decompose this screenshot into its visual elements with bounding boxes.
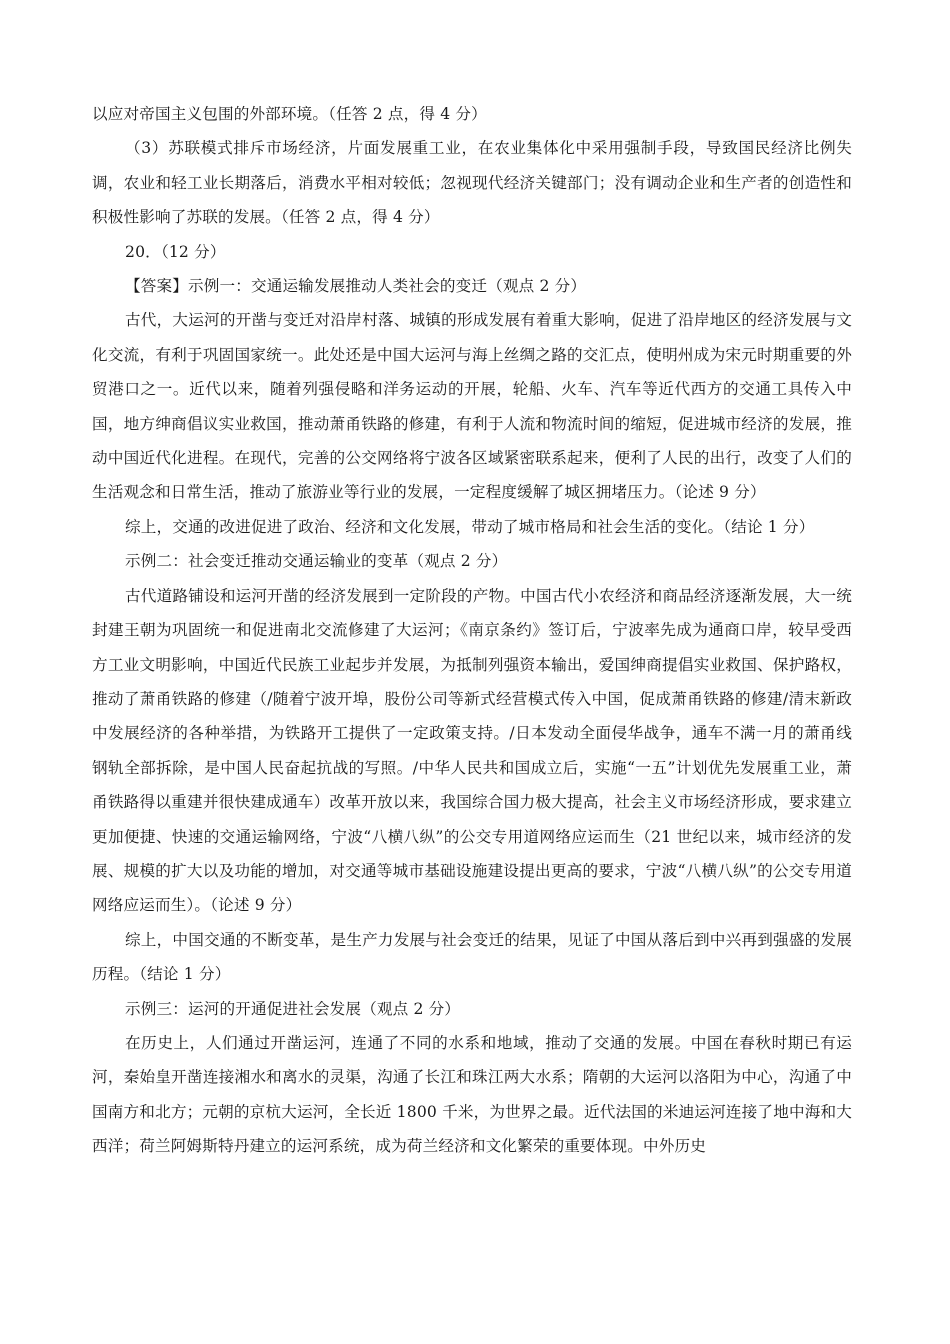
example-3-thesis: 示例三：运河的开通促进社会发展（观点 2 分） (125, 999, 461, 1018)
paragraph-answer-3: （3）苏联模式排斥市场经济，片面发展重工业，在农业集体化中采用强制手段，导致国民经济比例失调，农业和轻工业长期落后，消费水平相对较低；忽视现代经济关键部门；没有调动企业和生产者的创造性和积极性影响了苏联的发展。（任答 2 点，得 4 分） (92, 139, 852, 227)
document-body (92, 97, 852, 1164)
question-20-heading: 20．（12 分） (125, 242, 226, 261)
example-1-thesis: 【答案】示例一：交通运输发展推动人类社会的变迁（观点 2 分） (125, 277, 587, 296)
example-2-argument: 古代道路铺设和运河开凿的经济发展到一定阶段的产物。中国古代小农经济和商品经济逐渐发展，大一统封建王朝为巩固统一和促进南北交流修建了大运河；《南京条约》签订后，宁波率先成为通商口岸，较早受西方工业文明影响，中国近代民族工业起步并发展，为抵制列强资本输出，爱国绅商提倡实业救国、保护路权，推动了萧甬铁路的修建（/随着宁波开埠，股份公司等新式经营模式传入中国，促成萧甬铁路的修建/清末新政中发展经济的各种举措，为铁路开工提供了一定政策支持。/日本发动全面侵华战争，通车不满一月的萧甬线钢轨全部拆除，是中国人民奋起抗战的写照。/中华人民共和国成立后，实施“一五”计划优先发展重工业，萧甬铁路得以重建并很快建成通车）改革开放以来，我国综合国力极大提高，社会主义市场经济形成，要求建立更加便捷、快速的交通运输网络，宁波“八横八纵”的公交专用道网络应运而生（21 世纪以来，城市经济的发展、规模的扩大以及功能的增加，对交通等城市基础设施建设提出更高的要求，宁波“八横八纵”的公交专用道网络应运而生）。（论述 9 分） (92, 586, 852, 915)
example-2-conclusion: 综上，中国交通的不断变革，是生产力发展与社会变迁的结果，见证了中国从落后到中兴再到强盛的发展历程。（结论 1 分） (92, 930, 852, 984)
example-1-conclusion: 综上，交通的改进促进了政治、经济和文化发展，带动了城市格局和社会生活的变化。（结论 1 分） (125, 517, 815, 536)
paragraph-continuation: 以应对帝国主义包围的外部环境。（任答 2 点，得 4 分） (92, 105, 487, 123)
example-2-thesis: 示例二：社会变迁推动交通运输业的变革（观点 2 分） (125, 552, 508, 571)
example-3-argument: 在历史上，人们通过开凿运河，连通了不同的水系和地域，推动了交通的发展。中国在春秋时期已有运河，秦始皇开凿连接湘水和离水的灵渠，沟通了长江和珠江两大水系；隋朝的大运河以洛阳为中心，沟通了中国南方和北方；元朝的京杭大运河，全长近 1800 千米，为世界之最。近代法国的米迪运河连接了地中海和大西洋；荷兰阿姆斯特丹建立的运河系统，成为荷兰经济和文化繁荣的重要体现。中外历史 (92, 1033, 852, 1156)
example-1-argument: 古代，大运河的开凿与变迁对沿岸村落、城镇的形成发展有着重大影响，促进了沿岸地区的经济发展与文化交流，有利于巩固国家统一。此处还是中国大运河与海上丝绸之路的交汇点，使明州成为宋元时期重要的外贸港口之一。近代以来，随着列强侵略和洋务运动的开展，轮船、火车、汽车等近代西方的交通工具传入中国，地方绅商倡议实业救国，推动萧甬铁路的修建，有利于人流和物流时间的缩短，促进城市经济的发展，推动中国近代化进程。在现代，完善的公交网络将宁波各区域紧密联系起来，便利了人民的出行，改变了人们的生活观念和日常生活，推动了旅游业等行业的发展，一定程度缓解了城区拥堵压力。（论述 9 分） (92, 311, 852, 502)
